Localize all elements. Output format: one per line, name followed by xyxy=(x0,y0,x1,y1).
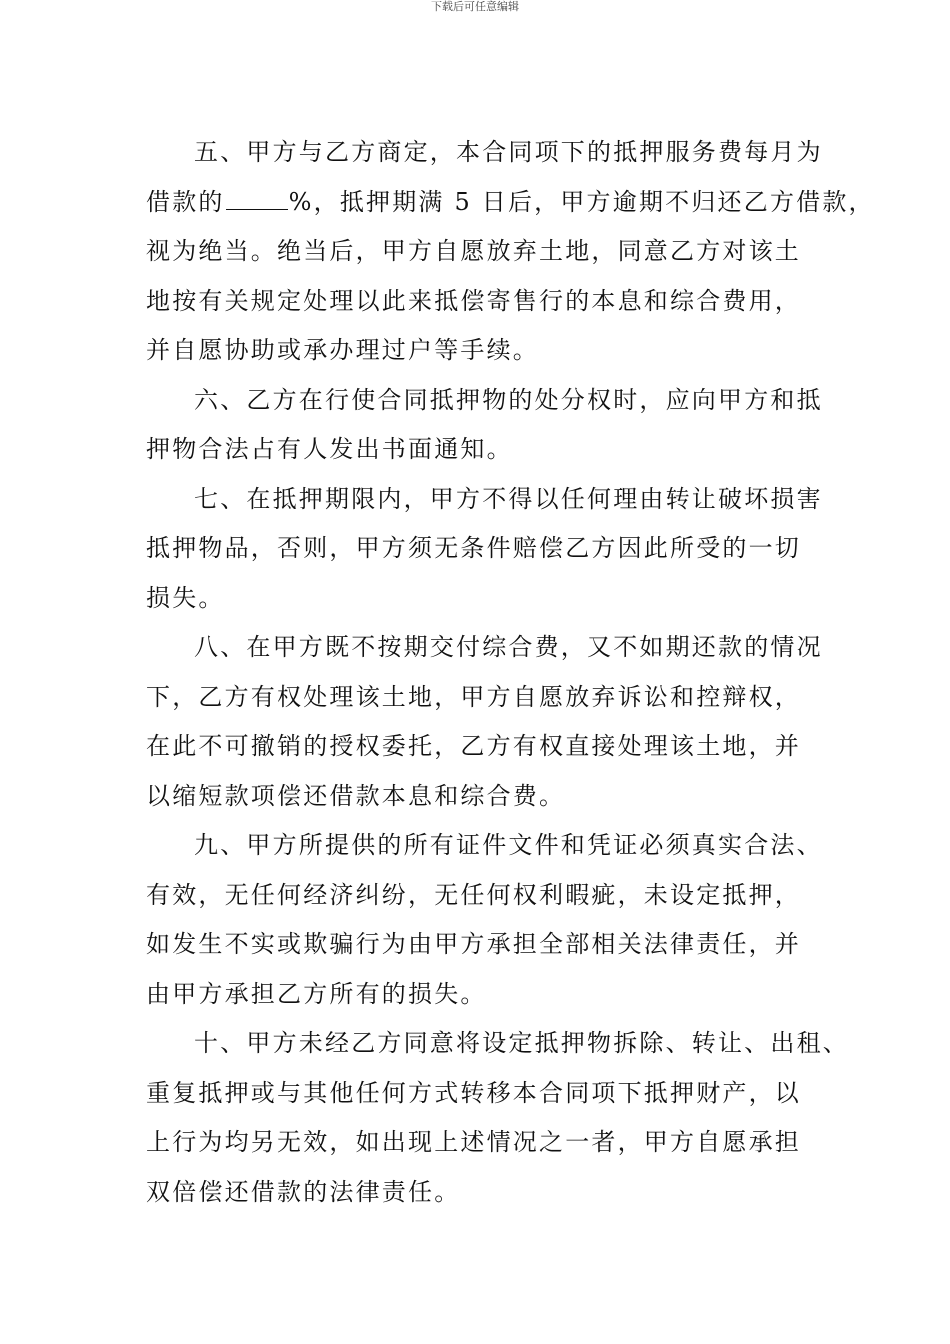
clause-5-line-2-suffix: %，抵押期满 5 日后，甲方逾期不归还乙方借款， xyxy=(288,187,875,216)
clause-5-line-1: 五、甲方与乙方商定，本合同项下的抵押服务费每月为 xyxy=(194,138,823,166)
clause-8-line-2: 下，乙方有权处理该土地，甲方自愿放弃诉讼和控辩权， xyxy=(146,682,801,711)
clause-5-line-3: 视为绝当。绝当后，甲方自愿放弃土地，同意乙方对该土 xyxy=(146,237,801,265)
clause-9-line-4: 由甲方承担乙方所有的损失。 xyxy=(146,979,487,1008)
clause-7-line-2: 抵押物品，否则，甲方须无条件赔偿乙方因此所受的一切 xyxy=(146,534,801,562)
clause-5 xyxy=(146,128,875,376)
clause-8-line-1: 八、在甲方既不按期交付综合费，又不如期还款的情况 xyxy=(194,633,823,661)
clause-10-line-3: 上行为均另无效，如出现上述情况之一者，甲方自愿承担 xyxy=(146,1128,801,1156)
clause-10-line-2: 重复抵押或与其他任何方式转移本合同项下抵押财产，以 xyxy=(146,1078,801,1107)
clause-9-line-1: 九、甲方所提供的所有证件文件和凭证必须真实合法、 xyxy=(194,831,823,859)
clause-6 xyxy=(146,376,823,475)
fee-rate-blank xyxy=(226,189,288,210)
clause-10-line-1: 十、甲方未经乙方同意将设定抵押物拆除、转让、出租、 xyxy=(194,1029,849,1057)
clause-7-line-1: 七、在抵押期限内，甲方不得以任何理由转让破坏损害 xyxy=(194,484,823,513)
clause-7-line-3: 损失。 xyxy=(146,583,225,612)
clause-5-line-2 xyxy=(146,178,875,228)
clause-9-line-2: 有效，无任何经济纠纷，无任何权利暇疵，未设定抵押， xyxy=(146,880,801,909)
clause-8 xyxy=(146,623,823,821)
clause-7 xyxy=(146,475,823,624)
clause-10-line-4: 双倍偿还借款的法律责任。 xyxy=(146,1177,461,1206)
document-body xyxy=(146,128,875,1217)
clause-9-line-3: 如发生不实或欺骗行为由甲方承担全部相关法律责任，并 xyxy=(146,930,801,958)
clause-8-line-4: 以缩短款项偿还借款本息和综合费。 xyxy=(146,781,566,810)
clause-8-line-3: 在此不可撤销的授权委托，乙方有权直接处理该土地，并 xyxy=(146,732,801,760)
header-note: 下载后可任意编辑 xyxy=(431,0,519,13)
clause-6-line-1: 六、乙方在行使合同抵押物的处分权时，应向甲方和抵 xyxy=(194,385,823,414)
clause-5-line-2-prefix: 借款的 xyxy=(146,187,225,216)
clause-9 xyxy=(146,821,823,1019)
clause-5-line-4: 地按有关规定处理以此来抵偿寄售行的本息和综合费用， xyxy=(146,286,801,315)
clause-6-line-2: 押物合法占有人发出书面通知。 xyxy=(146,435,513,463)
clause-5-line-5: 并自愿协助或承办理过户等手续。 xyxy=(146,336,539,364)
clause-10 xyxy=(146,1019,849,1217)
